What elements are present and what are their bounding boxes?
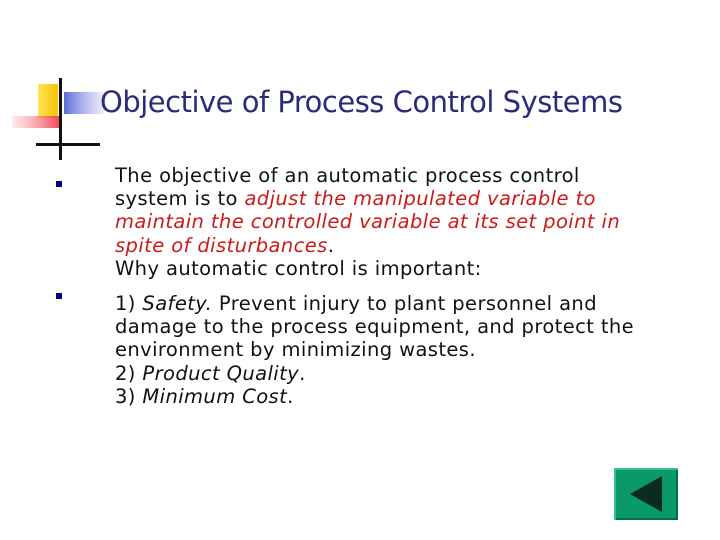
- list-item-safety-line-3: environment by minimizing wastes.: [115, 338, 476, 362]
- bullet-why-heading: Why automatic control is important:: [115, 256, 482, 280]
- emphasis-text: spite of disturbances: [115, 233, 328, 257]
- back-button[interactable]: [614, 468, 678, 520]
- bullet-marker: [56, 181, 62, 187]
- list-item-product-quality: 2) Product Quality.: [115, 361, 306, 385]
- emphasis-text: adjust the manipulated variable to: [244, 187, 596, 211]
- list-item-safety-line-2: damage to the process equipment, and protect the: [115, 315, 635, 339]
- bullet-objective-line-2: system is to adjust the manipulated variable to: [115, 187, 596, 211]
- bullet-objective-line-3: [115, 210, 715, 233]
- decorative-logo: [0, 0, 110, 170]
- slide-title: Objective of Process Control Systems: [100, 85, 623, 119]
- back-arrow-icon: [614, 468, 678, 520]
- emphasis-text: maintain the controlled variable at its set point in: [115, 210, 621, 234]
- list-item-minimum-cost: 3) Minimum Cost.: [115, 384, 294, 408]
- bullet-objective-line-1: The objective of an automatic process control: [115, 164, 580, 187]
- list-item-safety: 1) Safety. Prevent injury to plant personnel and: [115, 291, 597, 315]
- bullet-objective-line-4: spite of disturbances.: [115, 233, 335, 257]
- slide-body: [115, 164, 715, 408]
- bullet-marker: [56, 293, 62, 299]
